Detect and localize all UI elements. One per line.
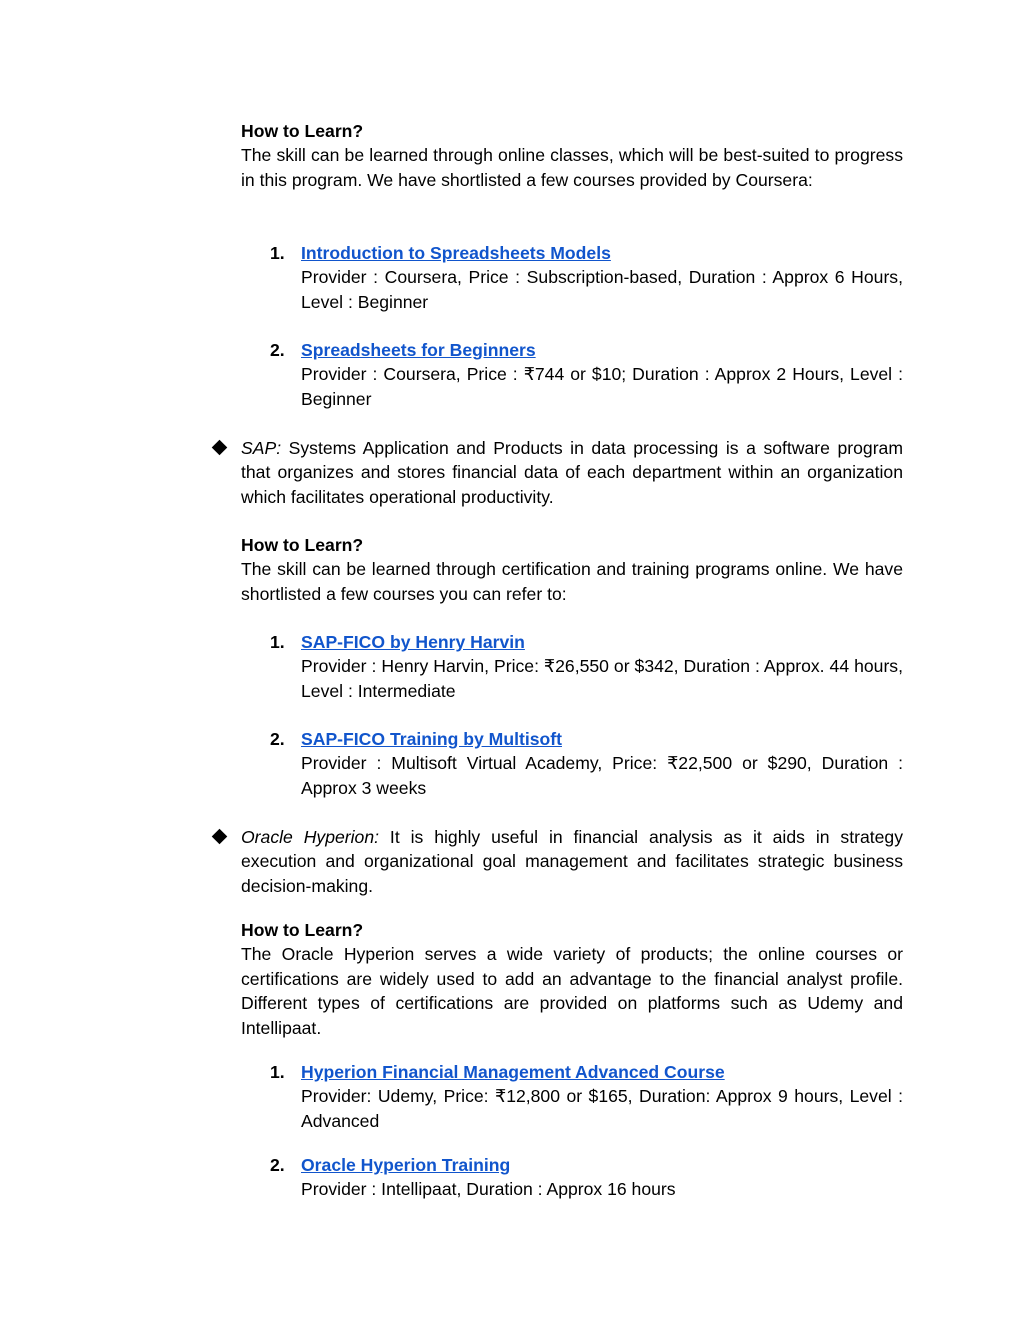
how-to-learn-block-2 — [241, 533, 903, 606]
course-link[interactable]: SAP-FICO Training by Multisoft — [301, 729, 562, 749]
how-to-learn-block-1 — [241, 119, 903, 192]
course-description: Provider : Coursera, Price : ₹744 or $10; Duration : Approx 2 Hours, Level : Beginner — [301, 364, 903, 409]
how-to-learn-heading: How to Learn? — [241, 920, 364, 940]
course-link[interactable]: Spreadsheets for Beginners — [301, 340, 536, 360]
course-number: 1. — [270, 243, 285, 263]
course-link[interactable]: Oracle Hyperion Training — [301, 1155, 511, 1175]
course-description: Provider : Henry Harvin, Price: ₹26,550 or $342, Duration : Approx. 44 hours, Level : Intermediate — [301, 656, 903, 701]
how-to-learn-body: The skill can be learned through certification and training programs online. We have shortlisted a few courses you can refer to: — [241, 559, 903, 604]
how-to-learn-body: The skill can be learned through online classes, which will be best-suited to progress in this program. We have shortlisted a few courses provided by Coursera: — [241, 145, 903, 190]
how-to-learn-body: The Oracle Hyperion serves a wide variety of products; the online courses or certifications are widely used to add an advantage to the financial analyst profile. Different types of certifications are provided on platforms such as Udemy and Intellipaat. — [241, 944, 903, 1038]
course-description: Provider : Multisoft Virtual Academy, Price: ₹22,500 or $290, Duration : Approx 3 weeks — [301, 753, 903, 798]
course-number: 1. — [270, 632, 285, 652]
course-link[interactable]: Introduction to Spreadsheets Models — [301, 243, 611, 263]
course-link[interactable]: SAP-FICO by Henry Harvin — [301, 632, 525, 652]
term-description: It is highly useful in financial analysis as it aids in strategy execution and organizational goal management and facilitates strategic business decision-making. — [241, 827, 903, 896]
how-to-learn-heading: How to Learn? — [241, 535, 364, 555]
how-to-learn-block-3 — [241, 918, 903, 1040]
course-description: Provider : Coursera, Price : Subscription-based, Duration : Approx 6 Hours, Level : Beginner — [301, 267, 903, 312]
diamond-bullet-icon — [212, 829, 228, 845]
course-link[interactable]: Hyperion Financial Management Advanced Course — [301, 1062, 725, 1082]
course-number: 2. — [270, 729, 285, 749]
how-to-learn-heading: How to Learn? — [241, 121, 364, 141]
course-description: Provider: Udemy, Price: ₹12,800 or $165, Duration: Approx 9 hours, Level : Advanced — [301, 1086, 903, 1131]
term-description: Systems Application and Products in data processing is a software program that organizes and stores financial data of each department within an organization which facilitates operational productivity. — [241, 438, 903, 507]
diamond-bullet-icon — [212, 440, 228, 456]
course-description: Provider : Intellipaat, Duration : Approx 16 hours — [301, 1179, 676, 1200]
term-label: Oracle Hyperion: — [241, 827, 380, 847]
course-number: 2. — [270, 1155, 285, 1175]
oracle-hyperion-description — [241, 825, 903, 898]
term-label: SAP: — [241, 438, 282, 458]
course-number: 1. — [270, 1062, 285, 1082]
sap-description — [241, 436, 903, 509]
course-number: 2. — [270, 340, 285, 360]
